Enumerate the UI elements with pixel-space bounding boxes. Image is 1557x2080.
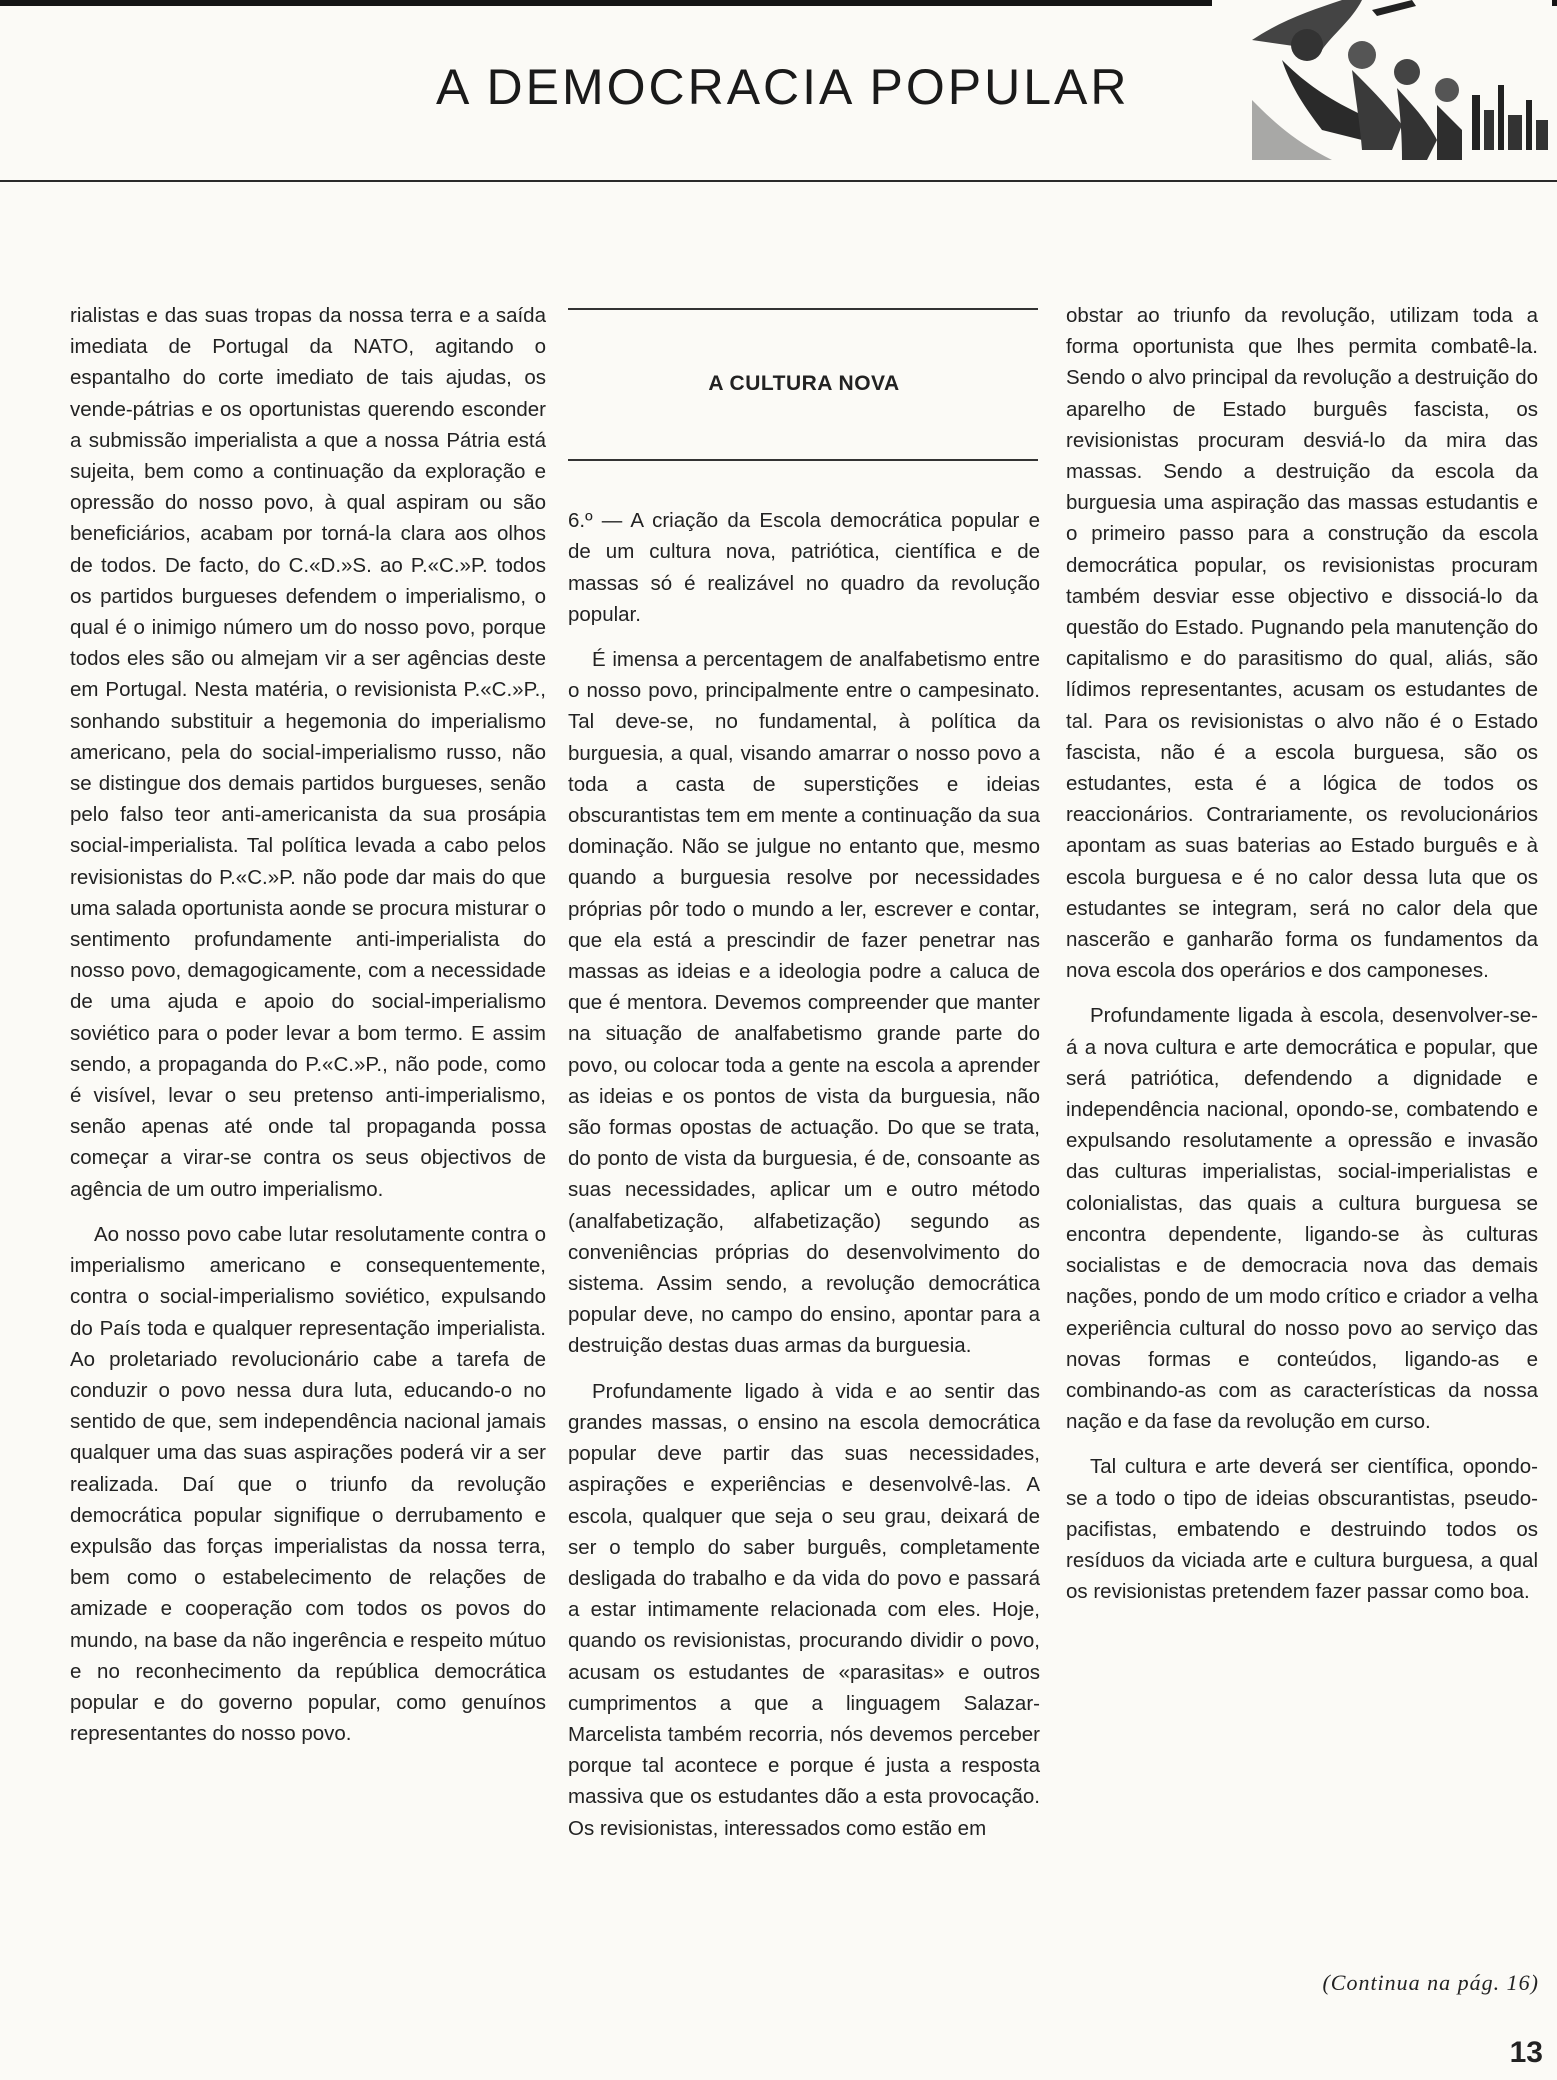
page-title: A DEMOCRACIA POPULAR bbox=[436, 59, 1130, 115]
continued-note: (Continua na pág. 16) bbox=[1322, 1970, 1539, 1995]
paragraph: 6.º — A criação da Escola democrática popular e de um cultura nova, patriótica, científica e de massas só é realizável no quadro da revolução popular. bbox=[568, 509, 1040, 626]
page-number: 13 bbox=[1509, 2036, 1543, 2069]
paragraph: Tal cultura e arte deverá ser científica, opondo-se a todo o tipo de ideias obscurantistas, pseudo-pacifistas, embatendo e destruindo todos os resíduos da viciada arte e cultura burguesa, a qual os revisionistas pretendem fazer passar como boa. bbox=[1066, 1455, 1538, 1604]
header-rule bbox=[0, 180, 1557, 182]
paragraph: Profundamente ligado à vida e ao sentir das grandes massas, o ensino na escola democrática popular deve partir das suas necessidades, aspirações e experiências e desenvolvê-las. A escola, qualquer que seja o seu grau, deixará de ser o templo do saber burguês, completamente desligada do trabalho e da vida do povo e passará a estar intimamente relacionada com eles. Hoje, quando os revisionistas, procurando dividir o povo, acusam os estudantes de «parasitas» e outros cumprimentos a que a linguagem Salazar-Marcelista também recorria, nós devemos perceber porque tal acontece e porque é justa a resposta massiva que os estudantes dão a esta provocação. Os revisionistas, interessados como estão em bbox=[568, 1379, 1040, 1840]
text-column-3 bbox=[1066, 300, 1538, 1621]
text-column-2 bbox=[568, 300, 1040, 1858]
section-rule-bottom bbox=[568, 459, 1038, 461]
section-rule-top bbox=[568, 308, 1038, 310]
paragraph: rialistas e das suas tropas da nossa terra e a saída imediata de Portugal da NATO, agitando o espantalho do corte imediato de tais ajudas, os vende-pátrias e os oportunistas querendo esconder a submissão imperialista a que a nossa Pátria está sujeita, bem como a continuação da exploração e opressão do nosso povo, à qual aspiram ou são beneficiários, acabam por torná-la clara aos olhos de todos. De facto, do C.«D.»S. ao P.«C.»P. todos os partidos burgueses defendem o imperialismo, o qual é o inimigo número um do nosso povo, porque todos eles são ou almejam vir a ser agências deste em Portugal. Nesta matéria, o revisionista P.«C.»P., sonhando substituir a hegemonia do imperialismo americano, pela do social-imperialismo russo, não se distingue dos demais partidos burgueses, senão pelo falso teor anti-americanista da sua prosápia social-imperialista. Tal política levada a cabo pelos revisionistas do P.«C.»P. não pode dar mais do que uma salada oportunista aonde se procura misturar o sentimento profundamente anti-imperialista do nosso povo, demagogicamente, com a necessidade de uma ajuda e apoio do social-imperialismo soviético para o poder levar a bom termo. E assim sendo, a propaganda do P.«C.»P., não pode, como é visível, levar o seu pretenso anti-imperialismo, senão apenas até onde tal propaganda possa começar a virar-se contra os seus objectivos de agência de um outro imperialismo. bbox=[70, 304, 546, 1201]
paragraph: Ao nosso povo cabe lutar resolutamente contra o imperialismo americano e consequentemente, contra o social-imperialismo soviético, expulsando do País toda e qualquer representação imperialista. Ao proletariado revolucionário cabe a tarefa de conduzir o povo nessa dura luta, educando-o no sentido de que, sem independência nacional jamais qualquer uma das suas aspirações poderá vir a ser realizada. Daí que o triunfo da revolução democrática popular signifique o derrubamento e expulsão das forças imperialistas da nossa terra, bem como o estabelecimento de relações de amizade e cooperação com todos os povos do mundo, na base da não ingerência e respeito mútuo e no reconhecimento da república democrática popular e do governo popular, como genuínos representantes do nosso povo. bbox=[70, 1222, 546, 1746]
text-column-1 bbox=[70, 300, 546, 1763]
revolutionary-figures-illustration bbox=[1212, 0, 1552, 170]
section-heading: A CULTURA NOVA bbox=[708, 372, 900, 395]
paragraph: Profundamente ligada à escola, desenvolver-se-á a nova cultura e arte democrática e popular, que será patriótica, defendendo a dignidade e independência nacional, opondo-se, combatendo e expulsando resolutamente a opressão e invasão das culturas imperialistas, social-imperialistas e colonialistas, das quais a cultura burguesa se encontra dependente, ligando-se às culturas socialistas e de democracia nova das demais nações, pondo de um modo crítico e criador a velha experiência cultural do nosso povo ao serviço das novas formas e conteúdos, ligando-as e combinando-as com as características da nossa nação e da fase da revolução em curso. bbox=[1066, 1004, 1538, 1434]
paragraph: É imensa a percentagem de analfabetismo entre o nosso povo, principalmente entre o campesinato. Tal deve-se, no fundamental, à política da burguesia, a qual, visando amarrar o nosso povo a toda a casta de superstições e ideias obscurantistas tem em mente a continuação da sua dominação. Não se julgue no entanto que, mesmo quando a burguesia resolve por necessidades próprias pôr todo o mundo a ler, escrever e contar, que ela está a prescindir de fazer penetrar nas massas as ideias e a ideologia podre a caluca de que é mentora. Devemos compreender que manter na situação de analfabetismo grande parte do povo, ou colocar toda a gente na escola a aprender as ideias e os pontos de vista da burguesia, não são formas opostas de actuação. Do que se trata, do ponto de vista da burguesia, é de, consoante as suas necessidades, aplicar um e outro método (analfabetização, alfabetização) segundo as conveniências próprias do desenvolvimento do sistema. Assim sendo, a revolução democrática popular deve, no campo do ensino, apontar para a destruição destas duas armas da burguesia. bbox=[568, 648, 1040, 1358]
paragraph: obstar ao triunfo da revolução, utilizam toda a forma oportunista que lhes permita combatê-la. Sendo o alvo principal da revolução a destruição do aparelho de Estado burguês fascista, os revisionistas procuram desviá-lo da mira das massas. Sendo a destruição da escola da burguesia uma aspiração das massas estudantis e o primeiro passo para a construção da escola democrática popular, os revisionistas procuram também desviar esse objectivo e dissociá-lo da questão do Estado. Pugnando pela manutenção do capitalismo e do parasitismo do qual, aliás, são lídimos representantes, acusam os estudantes de tal. Para os revisionistas o alvo não é o Estado fascista, não é a escola burguesa, são os estudantes, esta é a lógica de todos os reaccionários. Contrariamente, os revolucionários apontam as suas baterias ao Estado burguês e à escola burguesa e é no calor dessa luta que os estudantes se integram, será no calor dela que nascerão e ganharão forma os fundamentos da nova escola dos operários e dos camponeses. bbox=[1066, 304, 1538, 983]
